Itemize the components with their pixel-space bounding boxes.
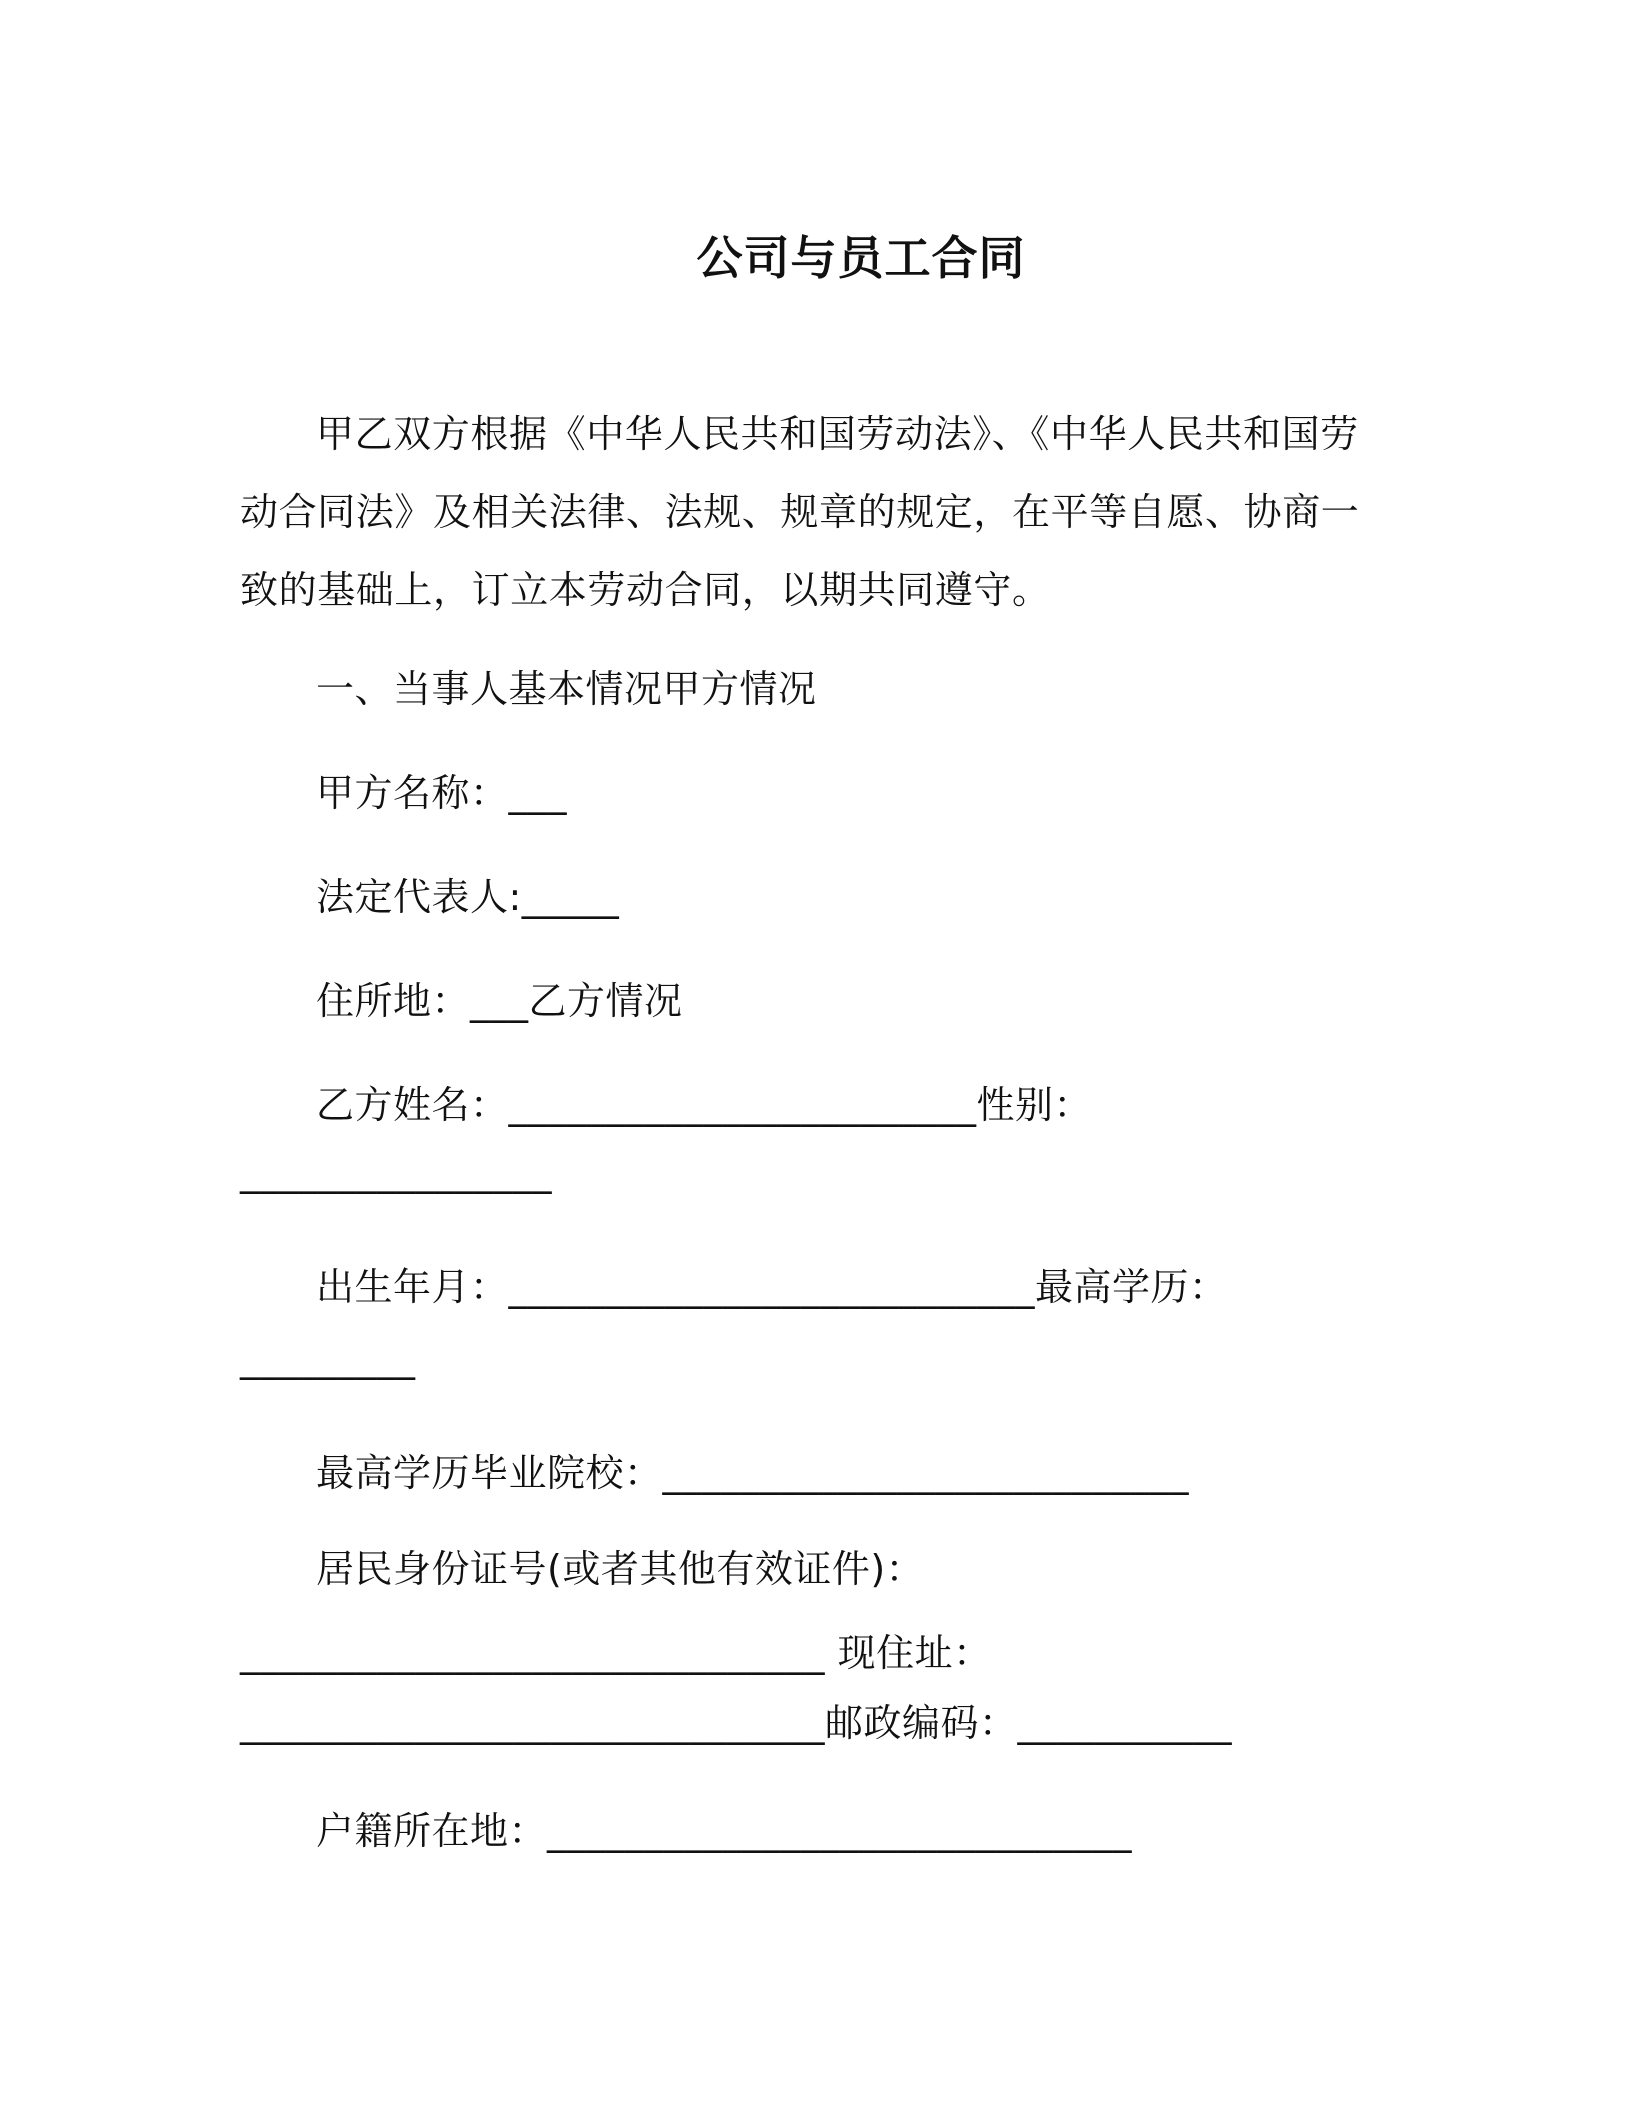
gender-blank: ________________: [240, 1150, 552, 1194]
party-a-address-field: 住所地：___乙方情况: [316, 979, 683, 1023]
party-a-name-field: 甲方名称：___: [316, 771, 568, 815]
household-registration-field: 户籍所在地：______________________________: [316, 1809, 1133, 1853]
education-blank: _________: [240, 1336, 416, 1380]
id-number-label: 居民身份证号(或者其他有效证件)：: [316, 1547, 925, 1591]
party-b-name-gender-field: 乙方姓名：________________________性别：: [316, 1083, 1093, 1127]
birth-date-education-field: 出生年月：___________________________最高学历：: [316, 1265, 1228, 1309]
preamble-paragraph: 甲乙双方根据《中华人民共和国劳动法》、《中华人民共和国劳动合同法》及相关法律、法规、规章的规定，在平等自愿、协商一致的基础上，订立本劳动合同，以期共同遵守。: [240, 412, 1360, 612]
address-postcode-field: ______________________________邮政编码：___________: [240, 1701, 1233, 1745]
legal-representative-field: 法定代表人:_____: [316, 875, 620, 919]
graduated-school-field: 最高学历毕业院校：___________________________: [316, 1451, 1190, 1495]
document-title: 公司与员工合同: [696, 231, 1026, 285]
id-blank-current-address-field: ______________________________ 现住址：: [240, 1631, 992, 1675]
section-heading-parties: 一、当事人基本情况甲方情况: [316, 667, 817, 711]
